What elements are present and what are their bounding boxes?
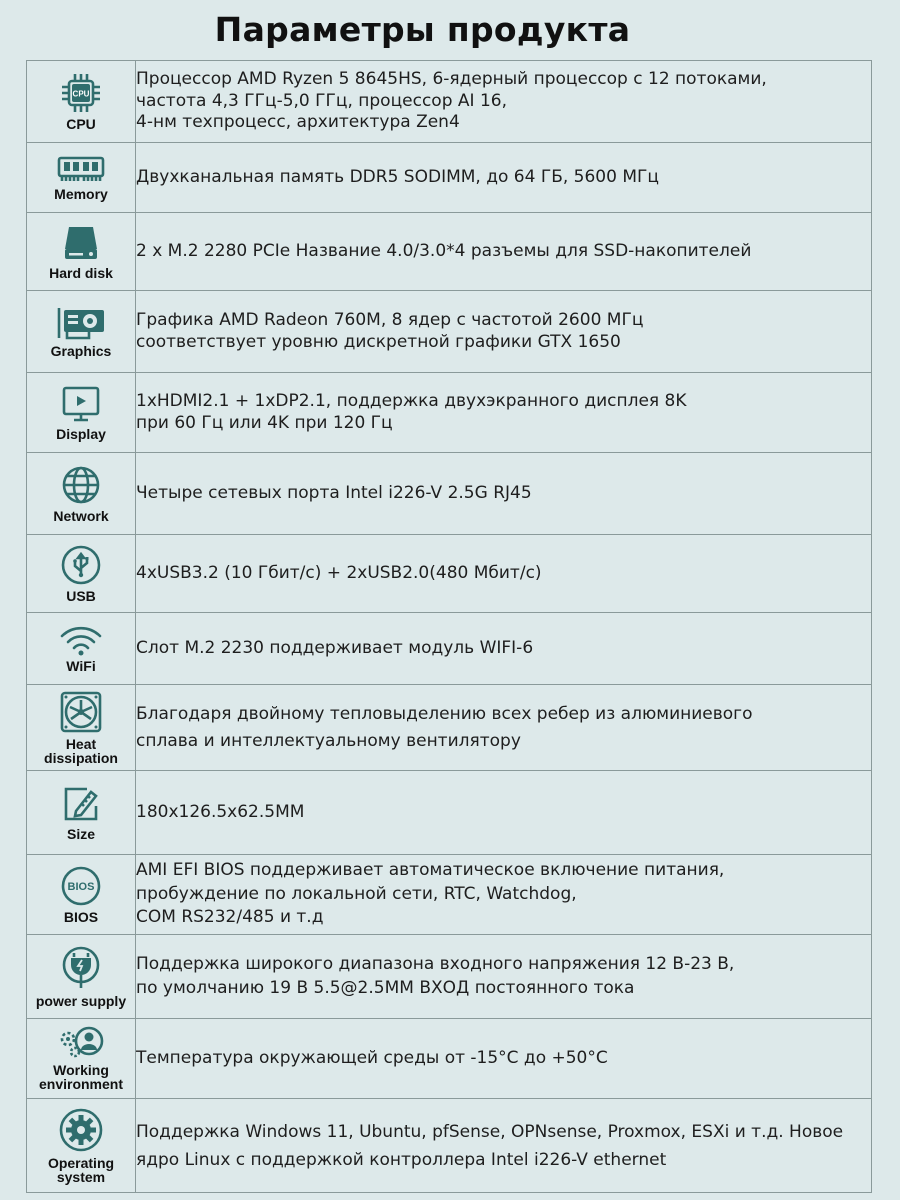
usb-icon [60,544,102,586]
spec-text: 2 x M.2 2280 PCIe Название 4.0/3.0*4 разъемы для SSD-накопителей [136,213,872,291]
gear-icon [58,1107,104,1153]
environment-icon [57,1026,105,1060]
spec-row-cpu [27,61,872,143]
spec-text: Поддержка широкого диапазона входного напряжения 12 В-23 В, по умолчанию 19 В 5.5@2.5MM ВХОД постоянного тока [136,935,872,1019]
spec-text: Слот M.2 2230 поддерживает модуль WIFI-6 [136,613,872,685]
wifi-icon [59,624,103,656]
spec-label: Size [66,826,95,842]
graphics-card-icon [55,305,107,341]
page-title: Параметры продукта [214,10,631,49]
spec-label: USB [66,588,96,604]
spec-label: Working environment [38,1062,123,1092]
spec-label: CPU [66,116,96,132]
svg-text:CPU: CPU [72,89,90,99]
spec-text: Четыре сетевых порта Intel i226-V 2.5G RJ45 [136,453,872,535]
spec-text: Благодаря двойному тепловыделению всех ребер из алюминиевого сплава и интеллектуальному вентилятору [136,685,872,771]
spec-text: 4xUSB3.2 (10 Гбит/с) + 2xUSB2.0(480 Мбит/с) [136,535,872,613]
spec-label: Memory [54,186,108,202]
spec-row-operating-system [27,1099,872,1193]
spec-label: BIOS [63,909,99,925]
spec-row-memory [27,143,872,213]
cpu-icon [61,72,101,114]
spec-text: 1xHDMI2.1 + 1xDP2.1, поддержка двухэкранного дисплея 8K при 60 Гц или 4K при 120 Гц [136,373,872,453]
spec-label: Graphics [50,343,112,359]
spec-row-power-supply [27,935,872,1019]
display-icon [61,384,101,424]
spec-text: Графика AMD Radeon 760M, 8 ядер с частотой 2600 МГц соответствует уровню дискретной графики GTX 1650 [136,291,872,373]
svg-text:BIOS: BIOS [67,881,95,893]
spec-label: power supply [35,993,127,1009]
spec-table [26,60,872,1193]
ruler-icon [61,784,101,824]
spec-text: Температура окружающей среды от -15°C до +50°C [136,1019,872,1099]
spec-row-wifi [27,613,872,685]
spec-label: WiFi [66,658,96,674]
spec-text: Поддержка Windows 11, Ubuntu, pfSense, OPNsense, Proxmox, ESXi и т.д. Новое ядро Linux с поддержкой контроллера Intel i226-V ethernet [136,1099,872,1193]
spec-row-network [27,453,872,535]
spec-text: Двухканальная память DDR5 SODIMM, до 64 ГБ, 5600 МГц [136,143,872,213]
spec-label: Hard disk [49,265,113,281]
memory-icon [56,154,106,184]
spec-row-hard-disk [27,213,872,291]
spec-row-heat-dissipation [27,685,872,771]
spec-label: Network [53,508,109,524]
spec-label: Operating system [47,1155,115,1185]
power-plug-icon [58,945,104,991]
hard-disk-icon [61,223,101,263]
spec-row-display [27,373,872,453]
spec-row-usb [27,535,872,613]
spec-text: AMI EFI BIOS поддерживает автоматическое включение питания, пробуждение по локальной сети, RTC, Watchdog, COM RS232/485 и т.д [136,855,872,935]
spec-row-working-environment [27,1019,872,1099]
spec-row-graphics [27,291,872,373]
bios-icon [60,865,102,907]
spec-text: 180x126.5x62.5MM [136,771,872,855]
spec-row-size [27,771,872,855]
spec-label: Heat dissipation [44,736,118,766]
spec-label: Display [56,426,106,442]
fan-icon [59,690,103,734]
network-globe-icon [60,464,102,506]
spec-row-bios [27,855,872,935]
spec-text: Процессор AMD Ryzen 5 8645HS, 6-ядерный процессор с 12 потоками, частота 4,3 ГГц-5,0 ГГц, процессор AI 16, 4-нм техпроцесс, архитектура Zen4 [136,61,872,143]
